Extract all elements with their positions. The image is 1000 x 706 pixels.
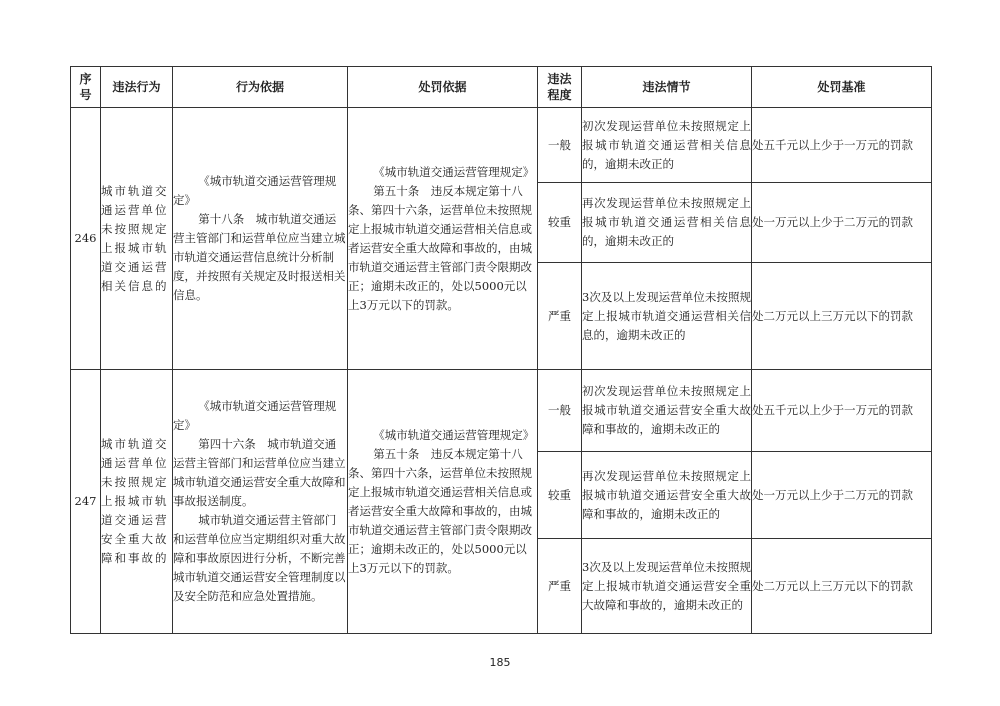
header-row — [71, 67, 932, 108]
level-standard: 处五千元以上少于一万元的罚款 — [752, 108, 932, 183]
level-circumstance: 3次及以上发现运营单位未按照规定上报城市轨道交通运营安全重大故障和事故的，逾期未改正的 — [582, 539, 752, 634]
header-penalty-basis: 处罚依据 — [348, 67, 538, 108]
level-degree: 一般 — [538, 370, 582, 452]
basis-article: 城市轨道交通运营主管部门和运营单位应当定期组织对重大故障和事故原因进行分析，不断完善城市轨道交通运营安全管理制度以及安全防范和应急处置措施。 — [173, 513, 346, 603]
level-degree: 严重 — [538, 539, 582, 634]
level-degree: 一般 — [538, 108, 582, 183]
row-penalty-basis — [348, 370, 538, 634]
level-circumstance: 再次发现运营单位未按照规定上报城市轨道交通运营相关信息的，逾期未改正的 — [582, 183, 752, 263]
level-degree: 较重 — [538, 452, 582, 539]
row-act: 城市轨道交通运营单位未按照规定上报城市轨道交通运营相关信息的 — [101, 108, 173, 370]
basis-article: 第十八条 城市轨道交通运营主管部门和运营单位应当建立城市轨道交通运营信息统计分析制度，并按照有关规定及时报送相关信息。 — [173, 212, 346, 302]
level-degree: 严重 — [538, 263, 582, 370]
level-standard: 处二万元以上三万元以下的罚款 — [752, 263, 932, 370]
level-standard: 处二万元以上三万元以下的罚款 — [752, 539, 932, 634]
header-degree: 违法程度 — [538, 67, 582, 108]
row-basis — [173, 108, 348, 370]
table-row — [71, 108, 932, 183]
penalty-table — [70, 66, 932, 634]
header-standard: 处罚基准 — [752, 67, 932, 108]
penalty-basis-title: 《城市轨道交通运营管理规定》 — [373, 164, 535, 179]
level-circumstance: 3次及以上发现运营单位未按照规定上报城市轨道交通运营相关信息的，逾期未改正的 — [582, 263, 752, 370]
row-penalty-basis — [348, 108, 538, 370]
table-row — [71, 370, 932, 452]
header-seq: 序号 — [71, 67, 101, 108]
row-basis — [173, 370, 348, 634]
penalty-basis-article: 第五十条 违反本规定第十八条、第四十六条，运营单位未按照规定上报城市轨道交通运营相关信息或者运营安全重大故障和事故的，由城市轨道交通运营主管部门责令限期改正；逾期未改正的，处以5000元以上3万元以下的罚款。 — [348, 183, 532, 312]
level-circumstance: 再次发现运营单位未按照规定上报城市轨道交通运营安全重大故障和事故的，逾期未改正的 — [582, 452, 752, 539]
header-act: 违法行为 — [101, 67, 173, 108]
page-number: 185 — [489, 656, 511, 669]
basis-title: 《城市轨道交通运营管理规定》 — [173, 174, 337, 207]
row-seq: 247 — [71, 370, 101, 634]
level-degree: 较重 — [538, 183, 582, 263]
header-basis: 行为依据 — [173, 67, 348, 108]
row-seq: 246 — [71, 108, 101, 370]
level-circumstance: 初次发现运营单位未按照规定上报城市轨道交通运营安全重大故障和事故的，逾期未改正的 — [582, 370, 752, 452]
level-circumstance: 初次发现运营单位未按照规定上报城市轨道交通运营相关信息的，逾期未改正的 — [582, 108, 752, 183]
penalty-basis-article: 第五十条 违反本规定第十八条、第四十六条，运营单位未按照规定上报城市轨道交通运营相关信息或者运营安全重大故障和事故的，由城市轨道交通运营主管部门责令限期改正；逾期未改正的，处以5000元以上3万元以下的罚款。 — [348, 446, 532, 575]
basis-title: 《城市轨道交通运营管理规定》 — [173, 399, 337, 432]
level-standard: 处一万元以上少于二万元的罚款 — [752, 183, 932, 263]
row-act: 城市轨道交通运营单位未按照规定上报城市轨道交通运营安全重大故障和事故的 — [101, 370, 173, 634]
basis-article: 第四十六条 城市轨道交通运营主管部门和运营单位应当建立城市轨道交通运营安全重大故障和事故报送制度。 — [173, 437, 346, 508]
level-standard: 处一万元以上少于二万元的罚款 — [752, 452, 932, 539]
header-circumstance: 违法情节 — [582, 67, 752, 108]
penalty-basis-title: 《城市轨道交通运营管理规定》 — [373, 427, 535, 442]
level-standard: 处五千元以上少于一万元的罚款 — [752, 370, 932, 452]
